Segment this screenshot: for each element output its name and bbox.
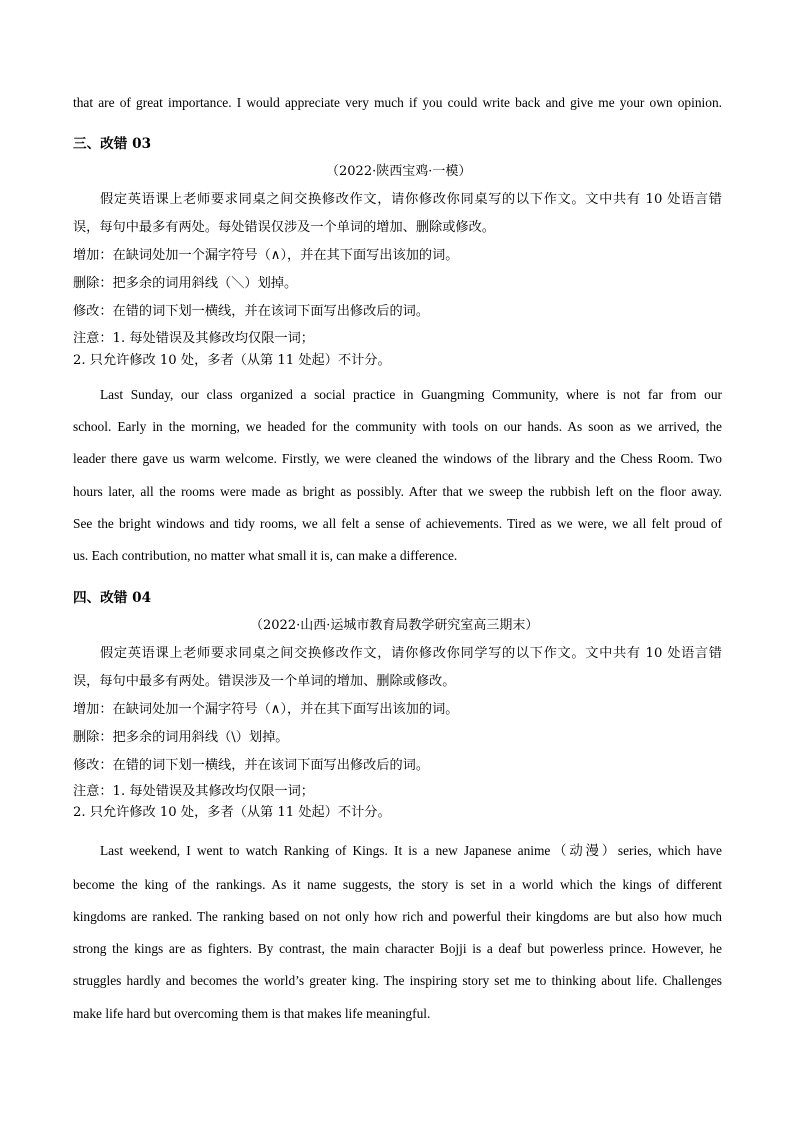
section3-passage-line: hours later, all the rooms were made as bright as possibly. After that we sweep the rubbish left on the floor away. (73, 484, 722, 499)
section4-passage-line: Last weekend, I went to watch Ranking of Kings. It is a new Japanese anime（动漫）series, which have (100, 843, 722, 858)
intro-tail-text: that are of great importance. I would appreciate very much if you could write back and give me your own opinion. (73, 95, 722, 110)
section4-note2: 2. 只允许修改 10 处，多者（从第 11 处起）不计分。 (73, 805, 391, 820)
section3-note1: 注意：1. 每处错误及其修改均仅限一词； (73, 331, 314, 346)
section4-instruction-line2: 误，每句中最多有两处。错误涉及一个单词的增加、删除或修改。 (73, 674, 456, 689)
section3-heading: 三、改错 03 (73, 136, 152, 152)
section4-add-rule: 增加：在缺词处加一个漏字符号（∧），并在其下面写出该加的词。 (73, 702, 459, 717)
section4-passage-line: kingdoms are ranked. The ranking based on not only how rich and powerful their kingdoms are but also how much (73, 909, 722, 924)
section4-passage-line: struggles hardly and becomes the world’s greater king. The inspiring story set me to thinking about life. Challenges (73, 973, 722, 988)
section3-delete-rule: 删除：把多余的词用斜线（＼）划掉。 (73, 276, 298, 291)
section4-note1: 注意：1. 每处错误及其修改均仅限一词； (73, 784, 314, 799)
section3-instruction-line1: 假定英语课上老师要求同桌之间交换修改作文，请你修改你同桌写的以下作文。文中共有 10 处语言错 (100, 192, 722, 207)
section4-passage-line: make life hard but overcoming them is that makes life meaningful. (73, 1006, 431, 1021)
section4-passage-line: strong the kings are as fighters. By contrast, the main character Bojji is a deaf but powerless prince. However, he (73, 941, 722, 956)
section3-note2: 2. 只允许修改 10 处，多者（从第 11 处起）不计分。 (73, 353, 391, 368)
section3-passage-line: school. Early in the morning, we headed for the community with tools on our hands. As soon as we arrived, the (73, 419, 722, 434)
section4-instruction-line1: 假定英语课上老师要求同桌之间交换修改作文，请你修改你同学写的以下作文。文中共有 10 处语言错 (100, 646, 722, 661)
section4-modify-rule: 修改：在错的词下划一横线，并在该词下面写出修改后的词。 (73, 758, 430, 773)
section4-heading: 四、改错 04 (73, 590, 152, 606)
section3-passage-line: Last Sunday, our class organized a social practice in Guangming Community, where is not far from our (100, 387, 722, 402)
section3-instruction-line2: 误，每句中最多有两处。每处错误仅涉及一个单词的增加、删除或修改。 (73, 220, 495, 235)
section4-passage-line: become the king of the rankings. As it name suggests, the story is set in a world which the kings of different (73, 877, 722, 892)
section3-source: （2022·陕西宝鸡·一模） (326, 164, 472, 179)
section3-passage-line: us. Each contribution, no matter what small it is, can make a difference. (73, 548, 458, 563)
section3-modify-rule: 修改：在错的词下划一横线，并在该词下面写出修改后的词。 (73, 304, 430, 319)
section4-source: （2022·山西·运城市教育局教学研究室高三期末） (250, 618, 539, 633)
section3-passage-line: leader there gave us warm welcome. Firstly, we were cleaned the windows of the library and the Chess Room. Two (73, 451, 722, 466)
section3-passage-line: See the bright windows and tidy rooms, we all felt a sense of achievements. Tired as we were, we all felt proud of (73, 516, 722, 531)
section4-delete-rule: 删除：把多余的词用斜线（\）划掉。 (73, 730, 289, 745)
section3-add-rule: 增加：在缺词处加一个漏字符号（∧），并在其下面写出该加的词。 (73, 248, 459, 263)
